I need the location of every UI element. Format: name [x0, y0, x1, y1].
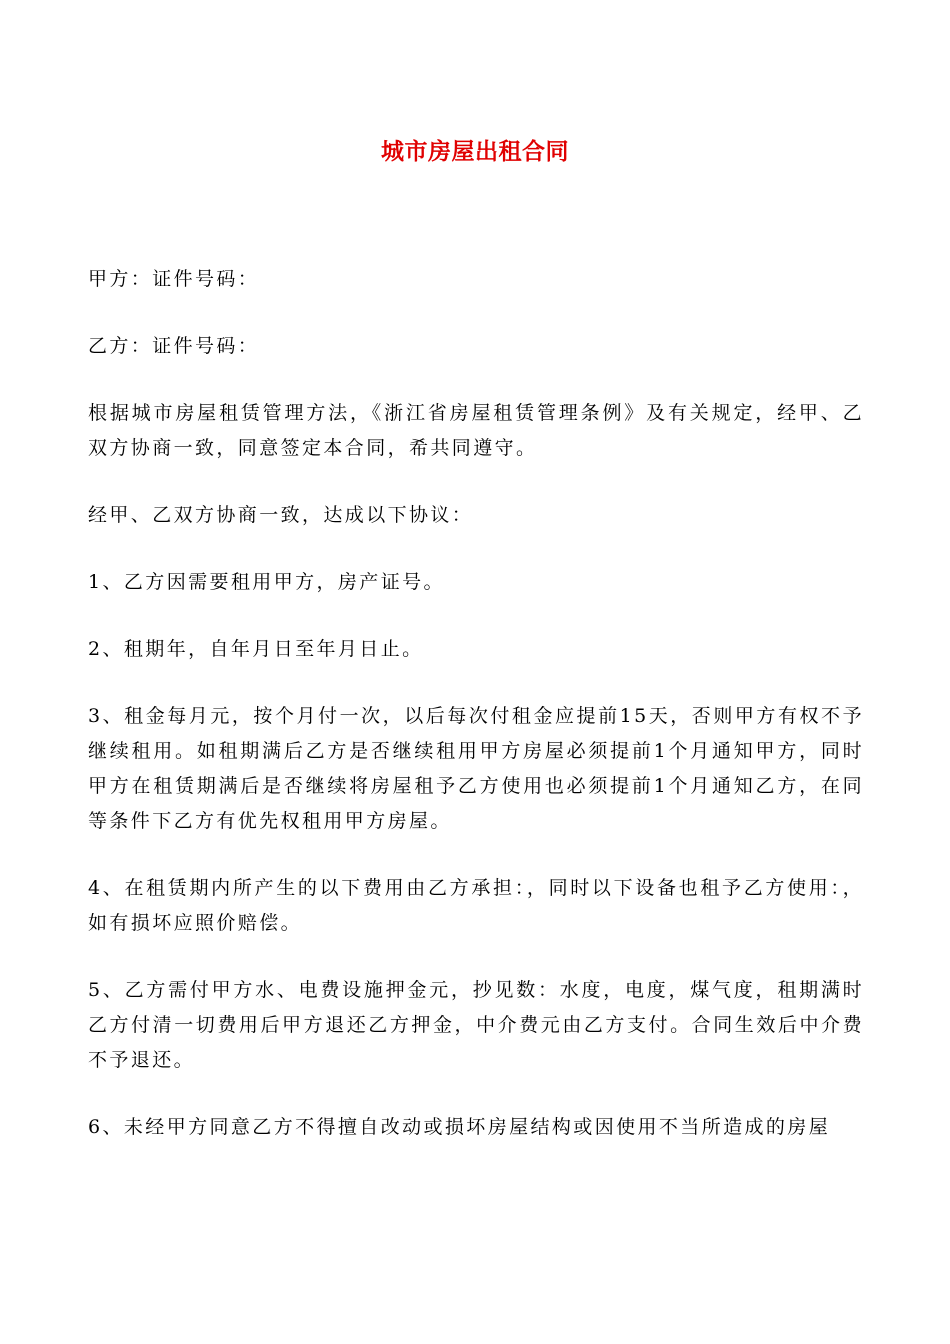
- clause-2: 2、租期年，自年月日至年月日止。: [88, 638, 424, 660]
- party-b-line: 乙方：证件号码：: [88, 335, 260, 357]
- preamble-paragraph: 根据城市房屋租赁管理方法，《浙江省房屋租赁管理条例》及有关规定，经甲、乙双方协商一致，同意签定本合同，希共同遵守。: [88, 402, 864, 459]
- clause-5: 5、乙方需付甲方水、电费设施押金元，抄见数：水度，电度，煤气度，租期满时乙方付清一切费用后甲方退还乙方押金，中介费元由乙方支付。合同生效后中介费不予退还。: [88, 979, 864, 1071]
- clause-3: 3、租金每月元，按个月付一次，以后每次付租金应提前15天，否则甲方有权不予继续租用。如租期满后乙方是否继续租用甲方房屋必须提前1个月通知甲方，同时甲方在租赁期满后是否继续将房屋租予乙方使用也必须提前1个月通知乙方，在同等条件下乙方有优先权租用甲方房屋。: [88, 705, 864, 832]
- clause-6: 6、未经甲方同意乙方不得擅自改动或损坏房屋结构或因使用不当所造成的房屋: [88, 1116, 831, 1138]
- clause-1: 1、乙方因需要租用甲方，房产证号。: [88, 571, 445, 593]
- agreement-intro: 经甲、乙双方协商一致，达成以下协议：: [88, 504, 474, 526]
- document-body: [88, 262, 864, 1177]
- document-title: 城市房屋出租合同: [381, 139, 569, 165]
- clause-4: 4、在租赁期内所产生的以下费用由乙方承担：，同时以下设备也租予乙方使用：，如有损坏应照价赔偿。: [88, 877, 864, 934]
- party-a-line: 甲方：证件号码：: [88, 268, 260, 290]
